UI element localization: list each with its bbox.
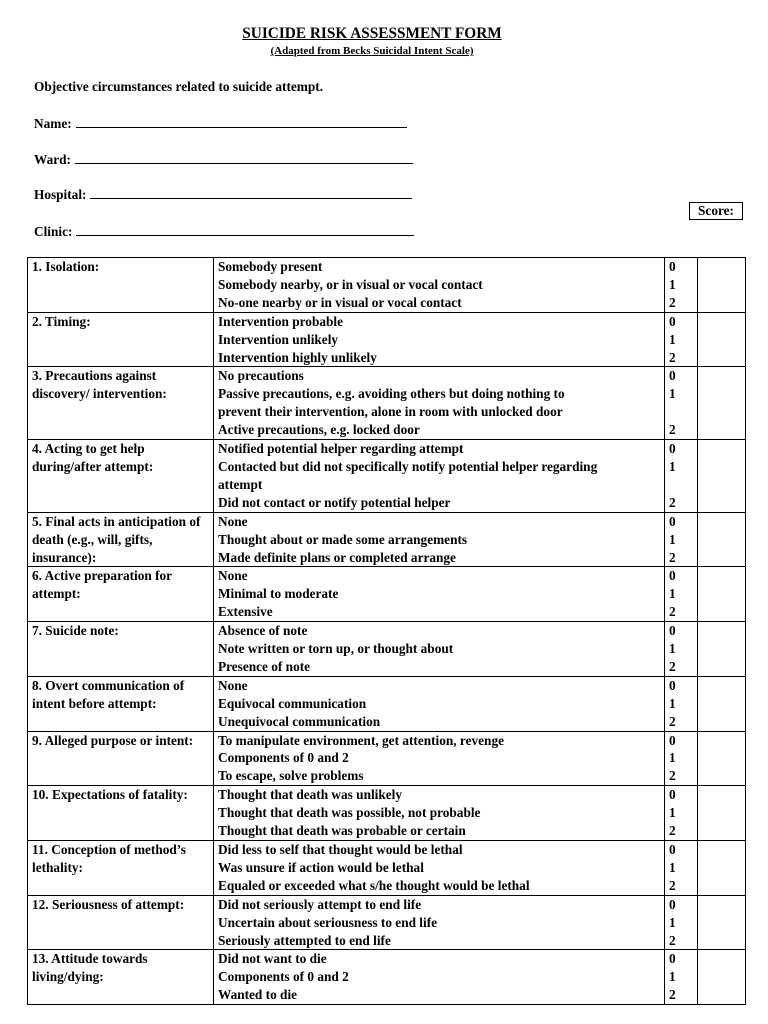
table-row [28, 258, 746, 313]
option-text: Made definite plans or completed arrange [218, 549, 456, 565]
score-value: 0 [669, 896, 676, 912]
form-subtitle: (Adapted from Becks Suicidal Intent Scale) [270, 45, 474, 57]
item-options [214, 676, 665, 731]
score-value: 2 [669, 494, 676, 510]
option-scores [665, 440, 698, 513]
score-entry-cell[interactable] [698, 312, 746, 367]
item-label: 8. Overt communication of intent before attempt: [28, 676, 214, 731]
item-label: 1. Isolation: [28, 258, 214, 313]
table-row [28, 512, 746, 567]
score-value: 1 [669, 750, 676, 766]
score-value: 2 [669, 713, 676, 729]
score-value: 1 [669, 805, 676, 821]
option-scores [665, 567, 698, 622]
item-label: 13. Attitude towards living/dying: [28, 950, 214, 1005]
score-value: 0 [669, 677, 676, 693]
option-text: Intervention highly unlikely [218, 349, 377, 365]
ward-input-line[interactable] [75, 150, 413, 164]
option-scores [665, 676, 698, 731]
score-entry-cell[interactable] [698, 258, 746, 313]
item-label: 5. Final acts in anticipation of death (e.g., will, gifts, insurance): [28, 512, 214, 567]
item-label: 12. Seriousness of attempt: [28, 895, 214, 950]
option-scores [665, 367, 698, 440]
item-label: 9. Alleged purpose or intent: [28, 731, 214, 786]
table-row [28, 367, 746, 440]
score-value: 2 [669, 349, 676, 365]
option-scores [665, 312, 698, 367]
score-value: 2 [669, 604, 676, 620]
score-entry-cell[interactable] [698, 367, 746, 440]
table-row [28, 622, 746, 677]
score-value: 0 [669, 513, 676, 529]
option-text: Thought that death was possible, not probable [218, 805, 481, 821]
item-options [214, 512, 665, 567]
hospital-field [34, 185, 412, 203]
table-row [28, 841, 746, 896]
option-text: prevent their intervention, alone in room with unlocked door [218, 404, 563, 420]
score-entry-cell[interactable] [698, 841, 746, 896]
score-value: 1 [669, 276, 676, 292]
score-value: 0 [669, 787, 676, 803]
hospital-label: Hospital: [34, 187, 87, 202]
name-label: Name: [34, 116, 72, 131]
table-row [28, 731, 746, 786]
score-value: 0 [669, 732, 676, 748]
score-value: 1 [669, 531, 676, 547]
item-options [214, 312, 665, 367]
item-options [214, 567, 665, 622]
option-scores [665, 841, 698, 896]
score-value: 0 [669, 313, 676, 329]
hospital-input-line[interactable] [90, 185, 412, 199]
option-text: Minimal to moderate [218, 586, 339, 602]
item-options [214, 841, 665, 896]
score-value: 0 [669, 368, 676, 384]
clinic-input-line[interactable] [76, 222, 414, 236]
score-value: 1 [669, 969, 676, 985]
option-text: Note written or torn up, or thought about [218, 641, 454, 657]
score-entry-cell[interactable] [698, 950, 746, 1005]
score-value: 0 [669, 951, 676, 967]
intro-text: Objective circumstances related to suicide attempt. [34, 79, 324, 94]
option-text: Notified potential helper regarding attempt [218, 441, 464, 457]
option-text: Equaled or exceeded what s/he thought would be lethal [218, 877, 530, 893]
assessment-table [27, 257, 746, 1005]
option-text: Intervention probable [218, 313, 343, 329]
option-text: Somebody nearby, or in visual or vocal contact [218, 276, 483, 292]
option-text: attempt [218, 476, 263, 492]
option-text: Components of 0 and 2 [218, 969, 349, 985]
option-text: None [218, 513, 248, 529]
option-text: Did not want to die [218, 951, 327, 967]
score-value: 1 [669, 914, 676, 930]
score-value: 1 [669, 695, 676, 711]
score-value: 0 [669, 623, 676, 639]
option-scores [665, 950, 698, 1005]
table-row [28, 312, 746, 367]
item-label: 10. Expectations of fatality: [28, 786, 214, 841]
option-text: Did less to self that thought would be lethal [218, 842, 463, 857]
option-text: To manipulate environment, get attention, revenge [218, 732, 504, 748]
option-text: Equivocal communication [218, 695, 367, 711]
item-options [214, 895, 665, 950]
option-text: Absence of note [218, 623, 308, 639]
score-value: 0 [669, 842, 676, 857]
option-text: Uncertain about seriousness to end life [218, 914, 438, 930]
score-value: 2 [669, 658, 676, 674]
item-options [214, 950, 665, 1005]
score-entry-cell[interactable] [698, 731, 746, 786]
item-options [214, 258, 665, 313]
ward-label: Ward: [34, 152, 71, 167]
score-value: 1 [669, 386, 676, 402]
option-text: Contacted but did not specifically notify potential helper regarding [218, 458, 598, 474]
score-value: 2 [669, 823, 676, 839]
score-entry-cell[interactable] [698, 786, 746, 841]
option-text: Seriously attempted to end life [218, 932, 391, 948]
option-scores [665, 258, 698, 313]
score-value: 2 [669, 932, 676, 948]
name-field [34, 114, 407, 132]
item-label: 3. Precautions against discovery/ intervention: [28, 367, 214, 440]
score-value: 2 [669, 422, 676, 438]
option-scores [665, 512, 698, 567]
score-value [669, 403, 693, 421]
score-entry-cell[interactable] [698, 567, 746, 622]
score-value: 2 [669, 294, 676, 310]
score-value: 2 [669, 768, 676, 784]
item-label: 4. Acting to get help during/after attempt: [28, 440, 214, 513]
table-row [28, 676, 746, 731]
score-value: 2 [669, 549, 676, 565]
option-text: Intervention unlikely [218, 331, 339, 347]
option-text: No-one nearby or in visual or vocal contact [218, 294, 462, 310]
item-label: 2. Timing: [28, 312, 214, 367]
option-text: Passive precautions, e.g. avoiding others but doing nothing to [218, 386, 565, 402]
clinic-label: Clinic: [34, 224, 73, 239]
table-row [28, 786, 746, 841]
option-text: Components of 0 and 2 [218, 750, 349, 766]
option-text: Presence of note [218, 658, 311, 674]
score-value: 0 [669, 259, 676, 274]
table-row [28, 440, 746, 513]
option-scores [665, 895, 698, 950]
option-text: Somebody present [218, 259, 323, 274]
table-row [28, 950, 746, 1005]
score-value: 2 [669, 987, 676, 1003]
option-text: Was unsure if action would be lethal [218, 859, 424, 875]
score-entry-cell[interactable] [698, 676, 746, 731]
score-value [669, 476, 693, 494]
option-scores [665, 622, 698, 677]
option-text: Did not contact or notify potential helper [218, 494, 451, 510]
option-text: None [218, 568, 248, 584]
name-input-line[interactable] [76, 114, 407, 128]
option-text: Did not seriously attempt to end life [218, 896, 422, 912]
item-options [214, 622, 665, 677]
option-text: Wanted to die [218, 987, 298, 1003]
score-value: 0 [669, 441, 676, 457]
score-value: 1 [669, 641, 676, 657]
option-text: Thought that death was unlikely [218, 787, 402, 803]
option-scores [665, 731, 698, 786]
option-scores [665, 786, 698, 841]
score-value: 2 [669, 877, 676, 893]
option-text: Thought about or made some arrangements [218, 531, 468, 547]
item-label: 6. Active preparation for attempt: [28, 567, 214, 622]
option-text: None [218, 677, 248, 693]
score-value: 1 [669, 859, 676, 875]
score-entry-cell[interactable] [698, 622, 746, 677]
item-options [214, 786, 665, 841]
item-options [214, 731, 665, 786]
score-value: 1 [669, 331, 676, 347]
score-value: 1 [669, 458, 676, 474]
option-text: Thought that death was probable or certain [218, 823, 466, 839]
option-text: Active precautions, e.g. locked door [218, 422, 420, 438]
form-title: SUICIDE RISK ASSESSMENT FORM [242, 25, 502, 42]
score-entry-cell[interactable] [698, 512, 746, 567]
score-entry-cell[interactable] [698, 895, 746, 950]
score-label-box: Score: [689, 202, 743, 220]
option-text: No precautions [218, 368, 304, 384]
table-row [28, 895, 746, 950]
item-label: 7. Suicide note: [28, 622, 214, 677]
score-value: 1 [669, 586, 676, 602]
option-text: Extensive [218, 604, 273, 620]
item-options [214, 367, 665, 440]
option-text: To escape, solve problems [218, 768, 364, 784]
clinic-field [34, 222, 414, 240]
table-row [28, 567, 746, 622]
ward-field [34, 150, 413, 168]
score-entry-cell[interactable] [698, 440, 746, 513]
item-options [214, 440, 665, 513]
item-label: 11. Conception of method’s lethality: [28, 841, 214, 896]
option-text: Unequivocal communication [218, 713, 381, 729]
score-value: 0 [669, 568, 676, 584]
